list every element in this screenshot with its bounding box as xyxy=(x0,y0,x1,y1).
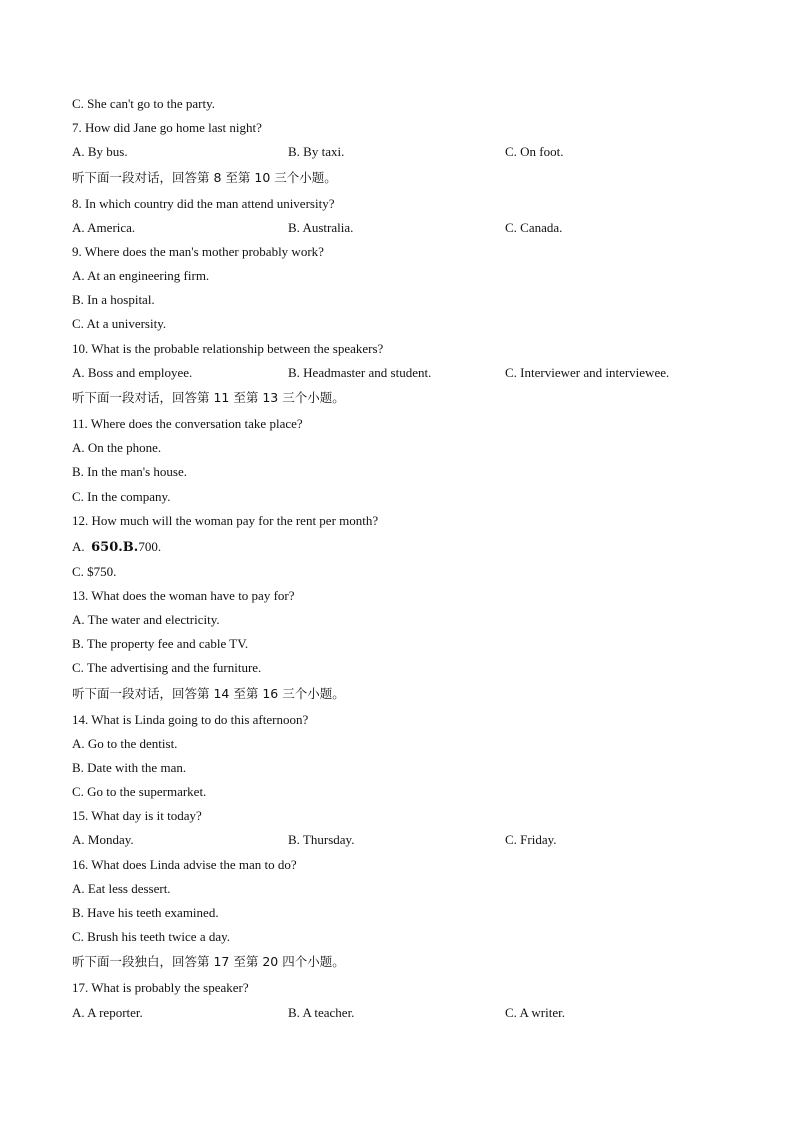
q13-option-a: A. The water and electricity. xyxy=(72,612,220,627)
q14-option-a: A. Go to the dentist. xyxy=(72,736,178,751)
q7-option-a: A. By bus. xyxy=(72,144,128,159)
q10-option-a: A. Boss and employee. xyxy=(72,365,193,380)
q11-option-b: B. In the man's house. xyxy=(72,464,187,479)
q12-option-c: C. $750. xyxy=(72,564,117,579)
q13-option-c: C. The advertising and the furniture. xyxy=(72,660,262,675)
q16-option-a: A. Eat less dessert. xyxy=(72,881,171,896)
q13-question: 13. What does the woman have to pay for? xyxy=(72,588,295,603)
q12-option-a-b xyxy=(72,539,161,556)
q10-question: 10. What is the probable relationship between the speakers? xyxy=(72,341,384,356)
q10-option-c: C. Interviewer and interviewee. xyxy=(505,365,670,380)
q9-question: 9. Where does the man's mother probably work? xyxy=(72,244,324,259)
q8-option-c: C. Canada. xyxy=(505,220,563,235)
q9-option-c: C. At a university. xyxy=(72,316,167,331)
q7-option-c: C. On foot. xyxy=(505,144,564,159)
q15-option-a: A. Monday. xyxy=(72,832,134,847)
q15-option-c: C. Friday. xyxy=(505,832,557,847)
section-instruction-14-16: 听下面一段对话，回答第 14 至第 16 三个小题。 xyxy=(72,686,345,701)
q11-question: 11. Where does the conversation take place? xyxy=(72,416,303,431)
q8-question: 8. In which country did the man attend university? xyxy=(72,196,335,211)
q13-option-b: B. The property fee and cable TV. xyxy=(72,636,249,651)
q17-option-a: A. A reporter. xyxy=(72,1005,143,1020)
q16-question: 16. What does Linda advise the man to do? xyxy=(72,857,297,872)
q11-option-a: A. On the phone. xyxy=(72,440,162,455)
q10-option-b: B. Headmaster and student. xyxy=(288,365,432,380)
section-instruction-17-20: 听下面一段独白，回答第 17 至第 20 四个小题。 xyxy=(72,954,345,969)
q8-option-a: A. America. xyxy=(72,220,136,235)
q7-option-b: B. By taxi. xyxy=(288,144,345,159)
q9-option-a: A. At an engineering firm. xyxy=(72,268,210,283)
q17-option-b: B. A teacher. xyxy=(288,1005,355,1020)
q12-option-a-value: 650.B. xyxy=(91,540,139,555)
q17-question: 17. What is probably the speaker? xyxy=(72,980,249,995)
q12-option-a-prefix: A. xyxy=(72,539,92,554)
q15-question: 15. What day is it today? xyxy=(72,808,202,823)
q6-option-c: C. She can't go to the party. xyxy=(72,96,216,111)
q7-question: 7. How did Jane go home last night? xyxy=(72,120,262,135)
q9-option-b: B. In a hospital. xyxy=(72,292,155,307)
q8-option-b: B. Australia. xyxy=(288,220,354,235)
q16-option-c: C. Brush his teeth twice a day. xyxy=(72,929,231,944)
section-instruction-11-13: 听下面一段对话，回答第 11 至第 13 三个小题。 xyxy=(72,390,345,405)
q17-option-c: C. A writer. xyxy=(505,1005,565,1020)
q14-option-b: B. Date with the man. xyxy=(72,760,187,775)
q12-option-b-value: 700. xyxy=(138,539,162,554)
section-instruction-8-10: 听下面一段对话，回答第 8 至第 10 三个小题。 xyxy=(72,170,337,185)
q11-option-c: C. In the company. xyxy=(72,489,171,504)
q14-question: 14. What is Linda going to do this afternoon? xyxy=(72,712,309,727)
q16-option-b: B. Have his teeth examined. xyxy=(72,905,219,920)
q12-question: 12. How much will the woman pay for the rent per month? xyxy=(72,513,379,528)
q15-option-b: B. Thursday. xyxy=(288,832,355,847)
q14-option-c: C. Go to the supermarket. xyxy=(72,784,207,799)
